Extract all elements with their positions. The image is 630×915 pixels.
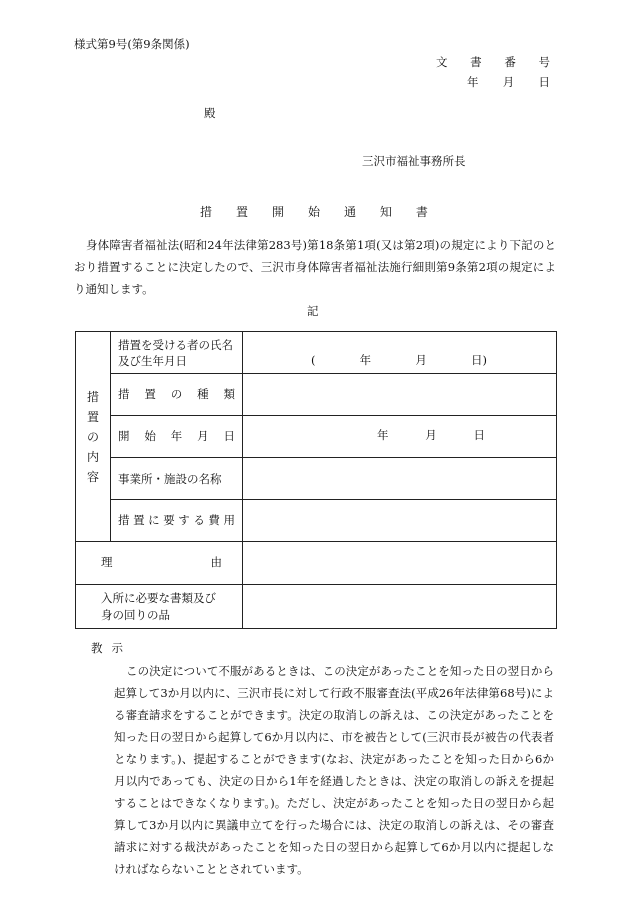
measure-content-group-label: 措 置 の 内 容	[76, 332, 111, 542]
name-birth-label: 措置を受ける者の氏名及び生年月日	[111, 332, 243, 374]
required-items-value[interactable]	[243, 585, 557, 629]
measure-cost-label: 措 置 に 要 す る 費 用	[111, 500, 243, 542]
facility-name-value[interactable]	[243, 458, 557, 500]
measure-type-label: 措 置 の 種 類	[111, 374, 243, 416]
birth-date-tokens: ( 年 月 日)	[311, 353, 487, 367]
reason-value[interactable]	[243, 542, 557, 585]
issuer-name: 三沢市福祉事務所長	[362, 154, 466, 168]
document-title: 措 置 開 始 通 知 書	[200, 205, 428, 219]
kyoji-heading: 教 示	[91, 641, 123, 655]
ki-heading: 記	[307, 304, 319, 318]
reason-label: 理 由	[76, 542, 243, 585]
document-date-field: 年 月 日	[467, 75, 550, 89]
facility-name-label: 事業所・施設の名称	[111, 458, 243, 500]
measure-type-value[interactable]	[243, 374, 557, 416]
required-items-label: 入所に必要な書類及び身の回りの品	[76, 585, 243, 629]
measure-table	[75, 331, 557, 629]
measure-cost-value[interactable]	[243, 500, 557, 542]
form-number: 様式第9号(第9条関係)	[74, 37, 190, 51]
name-birth-value[interactable]	[243, 332, 557, 374]
document-number-field: 文 書 番 号	[436, 55, 550, 69]
body-paragraph: 身体障害者福祉法(昭和24年法律第283号)第18条第1項(又は第2項)の規定により下記のとおり措置することに決定したので、三沢市身体障害者福祉法施行細則第9条第2項の規定により通知します。	[74, 238, 556, 296]
kyoji-text: この決定について不服があるときは、この決定があったことを知った日の翌日から起算して3か月以内に、三沢市長に対して行政不服審査法(平成26年法律第68号)による審査請求をすることができます。決定の取消しの訴えは、この決定があったことを知った日の翌日から起算して6か月以内に、市を被告として(三沢市長が被告の代表者となります。)、提起することができます(なお、決定があったことを知った日から6か月以内であっても、決定の日から1年を経過したときは、決定の取消しの訴えを提起することはできなくなります。)。ただし、決定があったことを知った日の翌日から起算して3か月以内に異議申立てを行った場合には、決定の取消しの訴えは、その審査請求に対する裁決があったことを知った日の翌日から起算して6か月以内に提起しなければならないこととされています。	[114, 664, 554, 876]
start-date-tokens: 年 月 日	[377, 428, 485, 442]
start-date-value[interactable]	[243, 416, 557, 458]
addressee-suffix: 殿	[204, 106, 216, 120]
start-date-label: 開 始 年 月 日	[111, 416, 243, 458]
